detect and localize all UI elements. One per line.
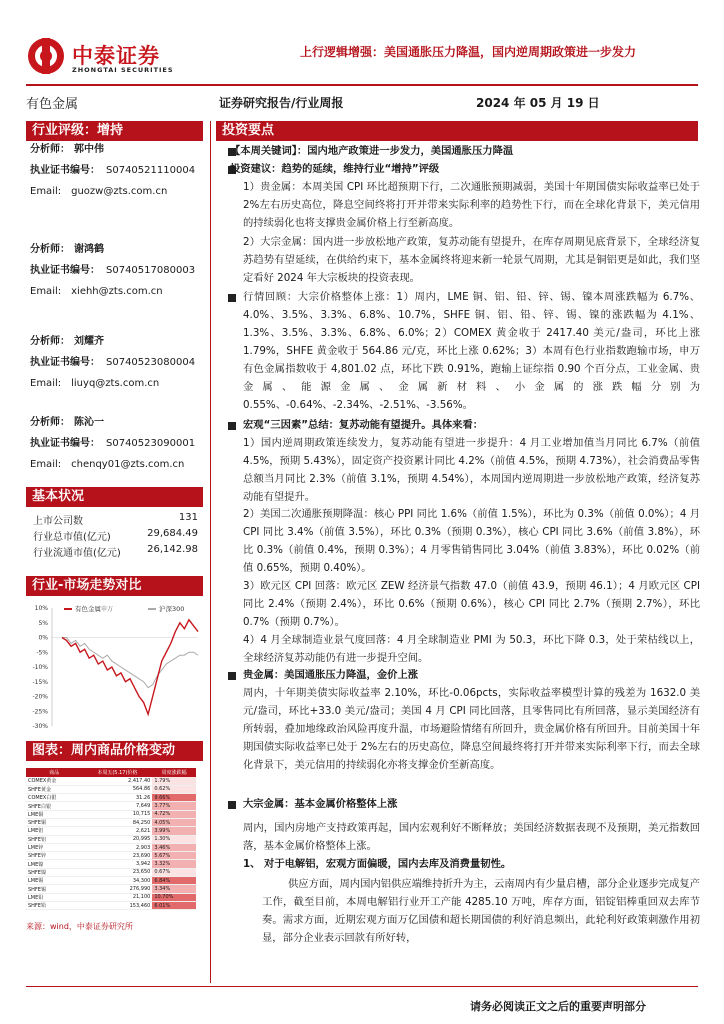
table-row [26, 893, 196, 901]
advice-base: 2）大宗金属：国内进一步放松地产政策，复苏动能有望提升，在库存周期见底背景下，全球经济复苏趋势有望延续，在供给约束下，基本金属终将迎来新一轮景气周期，尤其是铜铝更是如此，我们坚定看好 2024 年大宗板块的投资表现。 [243, 236, 700, 284]
table-cell: SHFE铅 [26, 901, 82, 909]
y-tick-label: -30% [32, 723, 48, 730]
bullet-icon [228, 422, 236, 430]
table-header: 商品 [26, 768, 82, 777]
table-cell: 10.70% [152, 893, 196, 901]
basic-key: 行业流通市值(亿元) [33, 548, 121, 559]
email-label: Email: [30, 459, 62, 470]
analyst-1-name-row [30, 243, 104, 256]
cert-label: 执业证书编号： [30, 438, 100, 449]
analyst-name: 刘耀齐 [74, 336, 104, 347]
analyst-email-link[interactable]: chenqy01@zts.com.cn [71, 459, 185, 470]
table-row [26, 818, 196, 826]
table-cell: 276,990 [82, 885, 152, 893]
column-divider [210, 121, 211, 983]
table-cell: 3.99% [152, 827, 196, 835]
bullet-icon [228, 801, 236, 809]
basic-key: 行业总市值(亿元) [33, 532, 111, 543]
analyst-email-link[interactable]: liuyq@zts.com.cn [71, 378, 160, 389]
analyst-label: 分析师： [30, 144, 70, 155]
table-cell: 34,300 [82, 877, 152, 885]
table-cell: 2,621 [82, 827, 152, 835]
y-tick-label: 10% [34, 605, 48, 612]
table-cell: LME铜 [26, 810, 82, 818]
table-cell: 0.67% [152, 868, 196, 876]
table-cell: 9.66% [152, 794, 196, 802]
macro-eu: 3）欧元区 CPI 回落：欧元区 ZEW 经济景气指数 47.0（前值 43.9，预期 46.1）；4 月欧元区 CPI 同比 2.4%（预期 2.4%），环比 0.6%（预期 0.6%），核心 CPI 同比 2.7%（预期 2.7%），环比 0.7%（预期 0.7%）。 [243, 580, 700, 628]
table-header: 周度涨跌幅 [152, 768, 196, 777]
base-metal-body: 周内，国内房地产支持政策再起，国内宏观利好不断释放；美国经济数据表现不及预期，美元指数回落，基本金属价格整体上涨。 [243, 822, 700, 852]
table-cell: LME铅 [26, 893, 82, 901]
table-cell: 21,100 [82, 893, 152, 901]
table-cell: 4.72% [152, 810, 196, 818]
price-table-bar: 图表：周内商品价格变动 [26, 741, 203, 761]
precious-title: 贵金属：美国通胀压力降温，金价上涨 [243, 669, 419, 681]
table-cell: 7,649 [82, 802, 152, 810]
analyst-name: 郭中伟 [74, 144, 104, 155]
y-tick-label: 0% [38, 634, 48, 642]
table-row [26, 901, 196, 909]
analyst-3-cert-row [30, 437, 195, 450]
table-row [26, 810, 196, 818]
source-note: 来源：wind，中泰证券研究所 [26, 922, 133, 931]
table-row [26, 785, 196, 793]
table-row [26, 860, 196, 868]
basic-row [33, 512, 198, 527]
analyst-label: 分析师： [30, 417, 70, 428]
table-cell: 3.77% [152, 802, 196, 810]
table-header: 本周五(5.17)价格 [82, 768, 152, 777]
basic-status-bar: 基本状况 [26, 487, 203, 507]
table-cell: 2,417.40 [82, 777, 152, 785]
table-cell: SHFE锌 [26, 852, 82, 860]
aluminum-body: 供应方面，周内国内铝供应端维持折升为主，云南周内有少量启槽，部分企业逐步完成复产工作，截至目前，本周电解铝行业开工产能 4285.10 万吨，库存方面，铝锭铝棒重回双去库节奏。需求方面，近期宏观方面万亿国债和超长期国债的利好消息频出，此轮利好政策刺激作用初显，部分企业表示回款有所好转， [262, 878, 700, 944]
logo-text-en: ZHONGTAI SECURITIES [72, 66, 174, 74]
analyst-name: 谢鸿鹤 [74, 244, 104, 255]
basic-value: 29,684.49 [147, 528, 198, 539]
table-cell: 1.30% [152, 835, 196, 843]
analyst-2-email-row [30, 377, 159, 390]
analyst-3-email-row [30, 458, 184, 471]
table-row [26, 827, 196, 835]
trend-bar: 行业-市场走势对比 [26, 576, 203, 596]
table-cell: 6.84% [152, 877, 196, 885]
macro-title: 宏观“三因素”总结：复苏动能有望提升。具体来看： [243, 419, 484, 431]
y-tick-label: -20% [32, 693, 48, 701]
table-cell: 1.79% [152, 777, 196, 785]
keyword-para: 【本周关键词】：国内地产政策进一步发力，美国通胀压力降温 [230, 145, 514, 157]
report-date: 2024 年 05 月 19 日 [476, 96, 600, 110]
investment-points-bar: 投资要点 [216, 121, 698, 141]
table-row [26, 794, 196, 802]
report-type: 证券研究报告/行业周报 [219, 96, 344, 110]
table-cell: 6.01% [152, 901, 196, 909]
price-table [26, 768, 196, 910]
table-row [26, 843, 196, 851]
table-cell: SHFE白银 [26, 802, 82, 810]
table-cell: 4.05% [152, 818, 196, 826]
logo-text-cn: 中泰证券 [72, 43, 160, 68]
cert-number: S0740517080003 [106, 265, 196, 276]
analyst-3-name-row [30, 416, 104, 429]
precious-body: 周内，十年期美债实际收益率 2.10%，环比-0.06pcts，实际收益率模型计算的残差为 1632.0 美元/盎司，环比+33.0 美元/盎司；美国 4 月 CPI 同比回落，且零售同比有所回落，显示美国经济有所转弱，叠加地缘政治风险再度升温，市场避险情绪有所回升，贵金属价格有所回升。目前美国十年期国债实际收益率已处于 2%左右的历史高位，降息空间最终将打开并带来实际利率下行，而去全球化背景下，美元信用的持续弱化亦将支撑金价至新高度。 [243, 687, 700, 771]
cert-label: 执业证书编号： [30, 357, 100, 368]
advice-precious: 1）贵金属：本周美国 CPI 环比超预期下行，二次通胀预期减弱，美国十年期国债实际收益率已处于 2%左右历史高位，降息空间终将打开并带来实际利率的趋势性下行，而在全球化背景下，美元信用的持续弱化也将支撑贵金属价格上行至新高度。 [243, 181, 700, 229]
table-cell: LME铝 [26, 827, 82, 835]
y-tick-label: -25% [32, 708, 48, 716]
y-tick-label: -15% [32, 678, 48, 686]
bullet-icon [228, 294, 236, 302]
legend-label: 沪深300 [159, 605, 185, 613]
cert-number: S0740521110004 [106, 165, 196, 176]
cert-number: S0740523090001 [106, 438, 196, 449]
table-cell: SHFE铝 [26, 835, 82, 843]
table-cell: 0.62% [152, 785, 196, 793]
table-row [26, 868, 196, 876]
analyst-0-name-row [30, 143, 104, 156]
table-cell: 31.26 [82, 794, 152, 802]
analyst-2-name-row [30, 335, 104, 348]
table-cell: 153,460 [82, 901, 152, 909]
series-nonferrous-line [62, 620, 198, 714]
table-row [26, 885, 196, 893]
table-cell: 2,903 [82, 843, 152, 851]
macro-china: 1）国内逆周期政策连续发力，复苏动能有望进一步提升：4 月工业增加值当月同比 6.7%（前值 4.5%，预期 5.43%），固定资产投资累计同比 4.2%（前值 4.5%，预期 4.73%），社会消费品零售总额当月同比 2.3%（前值 3.1%，预期 4.54%），本周国内逆周期进一步放松地产政策，经济复苏动能有望提升。 [243, 437, 700, 503]
basic-value: 131 [178, 512, 198, 523]
table-row [26, 835, 196, 843]
table-cell: 3.46% [152, 843, 196, 851]
table-cell: 5.67% [152, 852, 196, 860]
macro-global: 4）4 月全球制造业景气度回落：4 月全球制造业 PMI 为 50.3，环比下降 0.3，处于荣枯线以上，全球经济复苏动能仍有进一步提升空间。 [243, 634, 700, 664]
advice-title: 投资建议：趋势的延续，维持行业“增持”评级 [230, 163, 440, 175]
basic-row [33, 528, 198, 543]
footer-divider [26, 986, 698, 987]
cert-number: S0740523080004 [106, 357, 196, 368]
table-cell: 10,715 [82, 810, 152, 818]
table-cell: SHFE黄金 [26, 785, 82, 793]
aluminum-title: 1、 对于电解铝，宏观方面偏暖，国内去库及消费量韧性。 [243, 858, 512, 870]
legend-unit: 申万 [101, 606, 114, 613]
footer-disclaimer: 请务必阅读正文之后的重要声明部分 [470, 1000, 646, 1013]
header-divider [26, 84, 698, 86]
table-row [26, 877, 196, 885]
analyst-name: 陈沁一 [74, 417, 104, 428]
table-cell: 3.34% [152, 885, 196, 893]
table-cell: SHFE镍 [26, 868, 82, 876]
table-cell: LME锌 [26, 843, 82, 851]
table-cell: COMEX白银 [26, 794, 82, 802]
basic-row [33, 544, 198, 559]
analyst-label: 分析师： [30, 336, 70, 347]
basic-key: 上市公司数 [33, 516, 83, 527]
table-cell: SHFE铜 [26, 818, 82, 826]
analyst-0-email-row [30, 185, 167, 198]
table-cell: 3,942 [82, 860, 152, 868]
trend-chart [26, 600, 204, 732]
email-label: Email: [30, 286, 62, 297]
analyst-email-link[interactable]: xiehh@zts.com.cn [71, 286, 163, 297]
email-label: Email: [30, 378, 62, 389]
table-cell: LME锡 [26, 877, 82, 885]
table-cell: COMEX黄金 [26, 777, 82, 785]
table-cell: 23,650 [82, 868, 152, 876]
table-cell: 20,995 [82, 835, 152, 843]
table-cell: 564.86 [82, 785, 152, 793]
cert-label: 执业证书编号： [30, 165, 100, 176]
rating-bar: 行业评级：增持 [26, 121, 203, 141]
table-cell: 23,690 [82, 852, 152, 860]
y-tick-label: -5% [36, 649, 48, 657]
macro-us: 2）美国二次通胀预期降温：核心 PPI 同比 1.6%（前值 1.5%），环比为 0.3%（前值 0.0%）；4 月 CPI 同比 3.4%（前值 3.5%），环比 0.3%（预期 0.3%），核心 CPI 同比 3.6%（前值 3.8%），环比 0.3%（前值 0.4%，预期 0.3%）；4 月零售销售同比 3.04%（前值 3.83%），环比 0.02%（前值 0.65%，预期 0.40%）。 [243, 508, 700, 574]
analyst-1-email-row [30, 285, 163, 298]
basic-value: 26,142.98 [147, 544, 198, 555]
legend-label: 有色金属 [75, 605, 101, 613]
table-cell: LME镍 [26, 860, 82, 868]
market-review: 行情回顾：大宗价格整体上涨：1）周内，LME 铜、铝、铅、锌、锡、镍本周涨跌幅为 6.7%、4.0%、3.5%、3.3%、6.8%、10.7%，SHFE 铜、铝、铅、锌、锡、镍的涨跌幅为 4.1%、1.3%、3.5%、3.3%、6.8%、6.0%；2）COMEX 黄金收于 2417.40 美元/盎司，环比上涨 1.79%，SHFE 黄金收于 564.86 元/克，环比上涨 0.62%；3）本周有色行业指数跑输市场，申万有色金属指数收于 4,801.02 点，环比下跌 0.91%，跑输上证综指 0.90 个百分点，工业金属、贵金属、能源金属、金属新材料、小金属的涨跌幅分别为 0.55%、-0.64%、-2.34%、-2.51%、-3.56%。 [243, 291, 700, 411]
report-headline: 上行逻辑增强：美国通胀压力降温，国内逆周期政策进一步发力 [300, 45, 637, 59]
analyst-2-cert-row [30, 356, 195, 369]
table-row [26, 852, 196, 860]
y-tick-label: -10% [32, 664, 48, 671]
table-cell: 84,250 [82, 818, 152, 826]
industry-name: 有色金属 [26, 97, 79, 112]
table-cell: 3.32% [152, 860, 196, 868]
table-cell: SHFE锡 [26, 885, 82, 893]
analyst-label: 分析师： [30, 244, 70, 255]
email-label: Email: [30, 186, 62, 197]
table-row [26, 777, 196, 785]
cert-label: 执业证书编号： [30, 265, 100, 276]
y-tick-label: 5% [38, 619, 48, 627]
table-row [26, 802, 196, 810]
analyst-email-link[interactable]: guozw@zts.com.cn [71, 186, 168, 197]
analyst-0-cert-row [30, 164, 195, 177]
bullet-icon [228, 672, 236, 680]
base-metal-title: 大宗金属：基本金属价格整体上涨 [243, 798, 398, 810]
logo-icon [28, 38, 64, 74]
analyst-1-cert-row [30, 264, 195, 277]
